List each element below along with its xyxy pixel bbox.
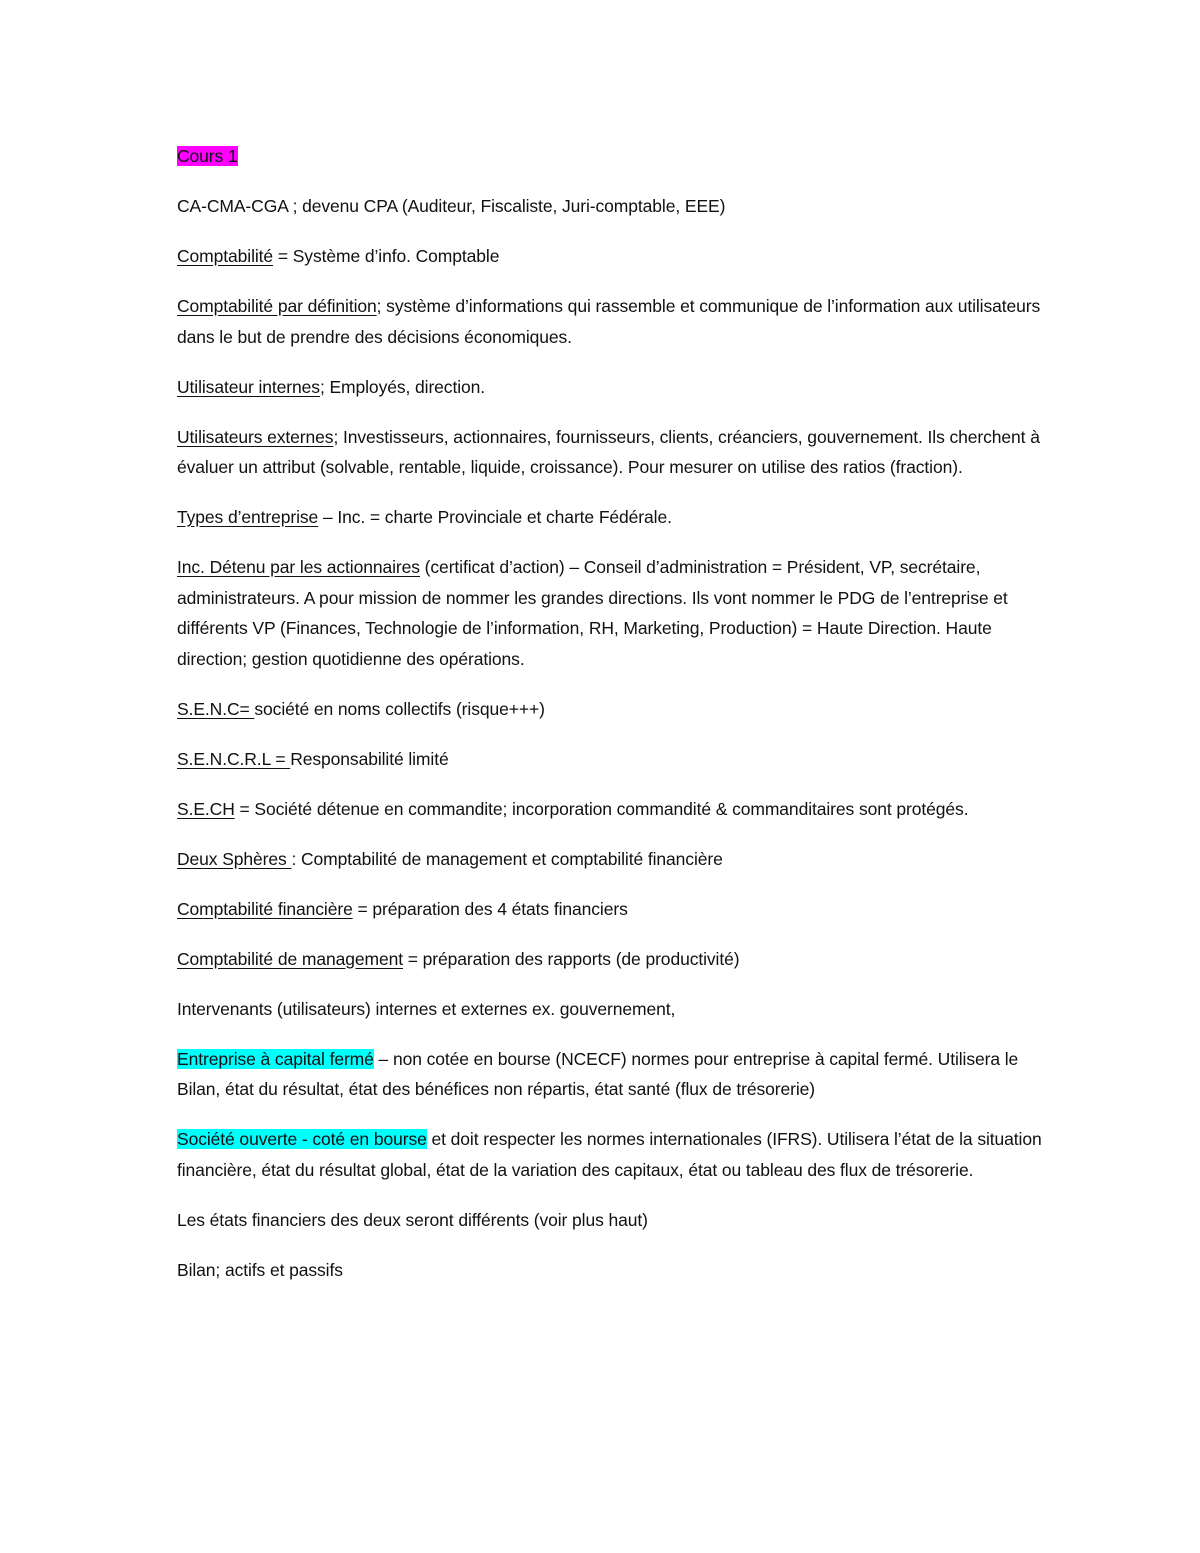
paragraph-sech: S.E.CH = Société détenue en commandite; incorporation commandité & commanditaires sont protégés. [177,798,969,819]
term-label: Deux Sphères [177,848,292,869]
term-label: Comptabilité de management [177,948,404,969]
term-label: Comptabilité [177,246,274,266]
paragraph-two-spheres: Deux Sphères : Comptabilité de management et comptabilité financière [177,848,723,869]
term-label: S.E.N.C.R.L = [177,748,291,769]
highlighted-term: Société ouverte - coté en bourse [177,1129,427,1149]
paragraph-stakeholders: Intervenants (utilisateurs) internes et externes ex. gouvernement, [177,998,676,1019]
paragraph-senc: S.E.N.C= société en noms collectifs (risque+++) [177,698,545,719]
term-label: Types d’entreprise [177,507,319,527]
paragraph-bilan: Bilan; actifs et passifs [177,1259,343,1280]
term-label: Utilisateurs externes [177,426,334,447]
paragraph-comptabilite: Comptabilité = Système d’info. Comptable [177,246,500,266]
paragraph-private-company: Entreprise à capital fermé – non cotée en bourse (NCECF) normes pour entreprise à capital fermé. Utilisera le Bilan, état du résultat, état des bénéfices non répartis, état santé (flux de trésorerie) [177,1048,1019,1099]
term-label: Utilisateur internes [177,376,320,397]
course-title [177,141,1050,172]
paragraph-company-types: Types d’entreprise – Inc. = charte Provinciale et charte Fédérale. [177,507,672,527]
term-label: Comptabilité financière [177,898,353,919]
paragraph-definition: Comptabilité par définition; système d’informations qui rassemble et communique de l’information aux utilisateurs dans le but de prendre des décisions économiques. [177,296,1041,347]
highlighted-term: Entreprise à capital fermé [177,1048,374,1069]
paragraph-designations: CA-CMA-CGA ; devenu CPA (Auditeur, Fiscaliste, Juri-comptable, EEE) [177,196,726,216]
paragraph-public-company: Société ouverte - coté en bourse et doit respecter les normes internationales (IFRS). Utilisera l’état de la situation financière, état du résultat global, état de la variation des capitaux, état ou tableau des flux de trésorerie. [177,1129,1042,1180]
term-label: S.E.CH [177,798,235,819]
paragraph-sencrl: S.E.N.C.R.L = Responsabilité limité [177,748,449,769]
term-label: Inc. Détenu par les actionnaires [177,557,420,577]
paragraph-external-users: Utilisateurs externes; Investisseurs, actionnaires, fournisseurs, clients, créanciers, gouvernement. Ils cherchent à évaluer un attribut (solvable, rentable, liquide, croissance). Pour mesurer on utilise des ratios (fraction). [177,426,1040,477]
paragraph-management-accounting: Comptabilité de management = préparation des rapports (de productivité) [177,948,740,969]
paragraph-inc: Inc. Détenu par les actionnaires (certificat d’action) – Conseil d’administration = Président, VP, secrétaire, administrateurs. A pour mission de nommer les grandes directions. Ils vont nommer le PDG de l’entreprise et différents VP (Finances, Technologie de l’information, RH, Marketing, Production) = Haute Direction. Haute direction; gestion quotidienne des opérations. [177,557,1008,669]
paragraph-financial-accounting: Comptabilité financière = préparation des 4 états financiers [177,898,628,919]
course-title-highlight: Cours 1 [177,146,238,166]
paragraph-different-statements: Les états financiers des deux seront différents (voir plus haut) [177,1209,648,1230]
term-label: S.E.N.C= [177,698,255,719]
paragraph-internal-users: Utilisateur internes; Employés, direction. [177,376,486,397]
term-label: Comptabilité par définition [177,296,377,316]
